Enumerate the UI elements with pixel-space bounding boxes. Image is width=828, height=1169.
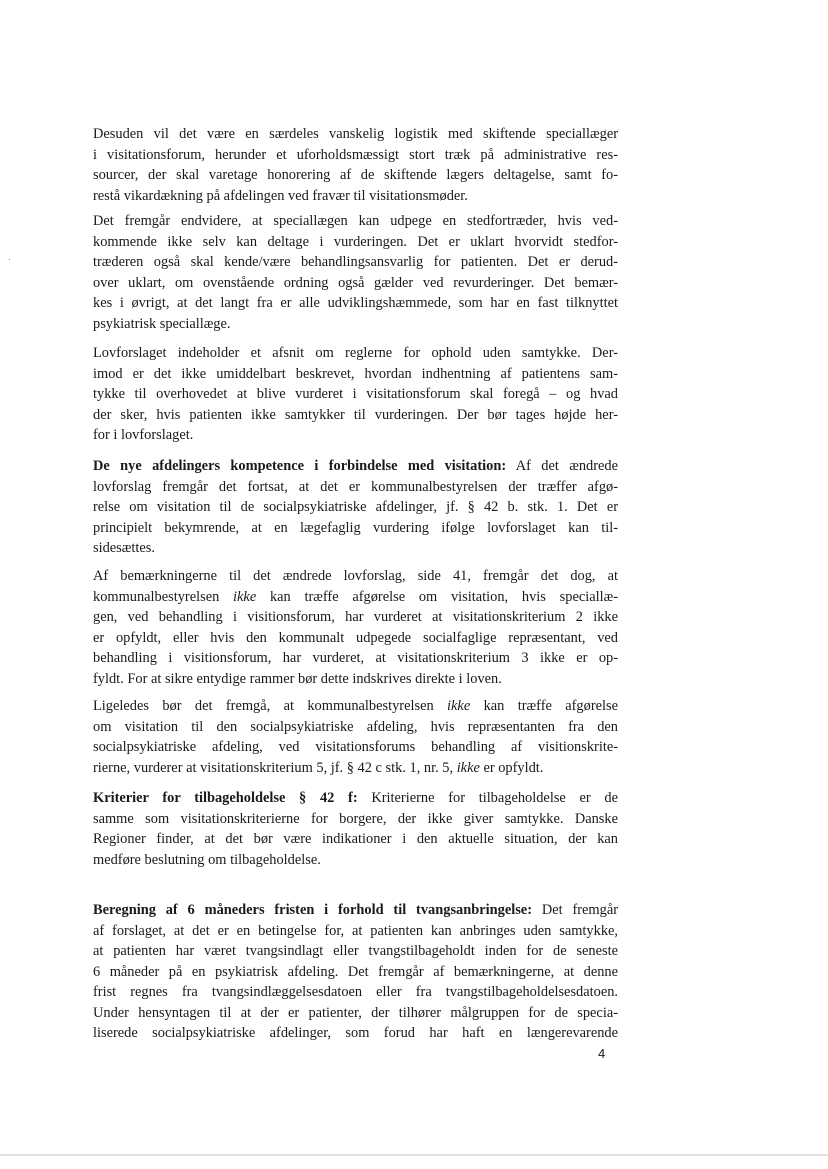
text-line	[93, 456, 618, 477]
text-line: psykiatrisk speciallæge.	[93, 315, 231, 332]
paragraph-six-month-deadline	[93, 900, 618, 1044]
text-line	[93, 587, 618, 608]
inline-text: kan træffe afgørelse	[470, 698, 618, 714]
text-line: tykke til overhovedet at blive vurderet i visitationsforum skal foregå – og hvad	[93, 386, 618, 402]
text-line: restå vikardækning på afdelingen ved fravær til visitationsmøder.	[93, 187, 468, 204]
inline-text: Ligeledes bør det fremgå, at kommunalbestyrelsen	[93, 698, 448, 714]
text-line: frist regnes fra tvangsindlæggelsesdatoen eller fra tvangstilbageholdelsesdatoen.	[93, 984, 618, 1000]
text-line: fyldt. For at sikre entydige rammer bør dette indskrives direkte i loven.	[93, 670, 502, 687]
text-line: relse om visitation til de socialpsykiatriske afdelinger, jf. § 42 b. stk. 1. Det er	[93, 499, 618, 515]
text-line: medføre beslutning om tilbageholdelse.	[93, 851, 321, 868]
text-line: Lovforslaget indeholder et afsnit om reglerne for ophold uden samtykke. Der-	[93, 345, 618, 361]
inline-text: er opfyldt.	[479, 759, 544, 776]
emphasis-text: ikke	[456, 759, 480, 776]
section-heading: Kriterier for tilbageholdelse § 42 f:	[93, 790, 358, 806]
text-line: om visitation til den socialpsykiatriske afdeling, hvis repræsentanten fra den	[93, 718, 618, 735]
text-line: 6 måneder på en psykiatrisk afdeling. Det fremgår af bemærkningerne, at denne	[93, 963, 618, 980]
text-line: over uklart, om ovenstående ordning også gælder ved revurderinger. Det bemær-	[93, 274, 618, 291]
text-line: imod er det ikke umiddelbart beskrevet, hvordan indhentning af patientens sam-	[93, 365, 618, 382]
inline-text: rierne, vurderer at visitationskriterium 5, jf. § 42 c stk. 1, nr. 5,	[93, 759, 457, 776]
text-line: gen, ved behandling i visitionsforum, har vurderet at visitationskriterium 2 ikke	[93, 609, 618, 625]
text-line: lovforslag fremgår det fortsat, at det er kommunalbestyrelsen der træffer afgø-	[93, 478, 618, 495]
text-line: principielt bekymrende, at en lægefaglig vurdering ifølge lovforslaget kan til-	[93, 519, 618, 536]
paragraph-consent	[93, 343, 618, 446]
text-line: socialpsykiatriske afdeling, ved visitationsforums behandling af visitionskrite-	[93, 739, 618, 755]
inline-text: Kriterierne for tilbageholdelse er de	[357, 790, 618, 806]
text-line: samme som visitationskriterierne for borgere, der ikke giver samtykke. Danske	[93, 810, 618, 827]
text-line: sourcer, der skal varetage honorering af de skiftende lægers deltagelse, samt fo-	[93, 167, 618, 183]
text-line: af forslaget, at det er en betingelse for, at patienten kan anbringes uden samtykke,	[93, 922, 618, 939]
text-line: Regioner finder, at det bør være indikationer i den aktuelle situation, der kan	[93, 831, 618, 847]
text-line: Det fremgår endvidere, at speciallægen kan udpege en stedfortræder, hvis ved-	[93, 213, 618, 229]
text-line: behandling i visitionsforum, har vurderet, at visitationskriterium 3 ikke er op-	[93, 650, 618, 666]
paragraph-competence	[93, 456, 618, 559]
inline-text: Af det ændrede	[506, 458, 618, 474]
section-heading: Beregning af 6 måneders fristen i forhold til tvangsanbringelse:	[93, 902, 532, 918]
inline-text: kan træffe afgørelse om visitation, hvis speciallæ-	[256, 588, 618, 605]
scan-artifact	[9, 259, 10, 260]
section-heading: De nye afdelingers kompetence i forbindelse med visitation:	[93, 458, 507, 474]
text-line: kes i øvrigt, at det langt fra er alle udviklingshæmmede, som har en fast tilknyttet	[93, 295, 618, 311]
text-line: sidesættes.	[93, 540, 155, 556]
paragraph-criteria	[93, 788, 618, 870]
paragraph-substitute	[93, 211, 618, 334]
emphasis-text: ikke	[233, 588, 257, 605]
text-line: liserede socialpsykiatriske afdelinger, som forud har haft en længerevarende	[93, 1025, 618, 1041]
paragraph-logistics	[93, 124, 618, 206]
text-line: kommende ikke selv kan deltage i vurderingen. Det er uklart hvorvidt stedfor-	[93, 233, 618, 250]
text-line: at patienten har været tvangsindlagt eller tvangstilbageholdt inden for de seneste	[93, 943, 618, 959]
text-line	[93, 788, 618, 809]
text-line: for i lovforslaget.	[93, 427, 194, 443]
emphasis-text: ikke	[447, 698, 471, 714]
text-line: Under hensyntagen til at der er patienter, der tilhører målgruppen for de specia-	[93, 1004, 618, 1021]
text-line: Desuden vil det være en særdeles vanskelig logistik med skiftende speciallæger	[93, 126, 618, 142]
text-line: Af bemærkningerne til det ændrede lovforslag, side 41, fremgår det dog, at	[93, 568, 618, 584]
text-line: er opfyldt, eller hvis den kommunalt udpegede socialfaglige repræsentant, ved	[93, 629, 618, 646]
page-bottom-edge	[0, 1154, 828, 1156]
text-line: der sker, hvis patienten ikke samtykker til vurderingen. Der bør tages højde her-	[93, 406, 618, 423]
paragraph-remarks	[93, 566, 618, 689]
inline-text: Det fremgår	[532, 902, 618, 918]
text-line	[93, 900, 618, 921]
page-number: 4	[598, 1046, 606, 1061]
paragraph-likewise	[93, 696, 618, 778]
inline-text: kommunalbestyrelsen	[93, 588, 234, 605]
text-line: træderen også skal kende/være behandlingsansvarlig for patienten. Det er derud-	[93, 254, 618, 270]
text-line: i visitationsforum, herunder et uforholdsmæssigt stort træk på administrative res-	[93, 146, 618, 163]
text-line	[93, 758, 618, 779]
text-line	[93, 696, 618, 717]
